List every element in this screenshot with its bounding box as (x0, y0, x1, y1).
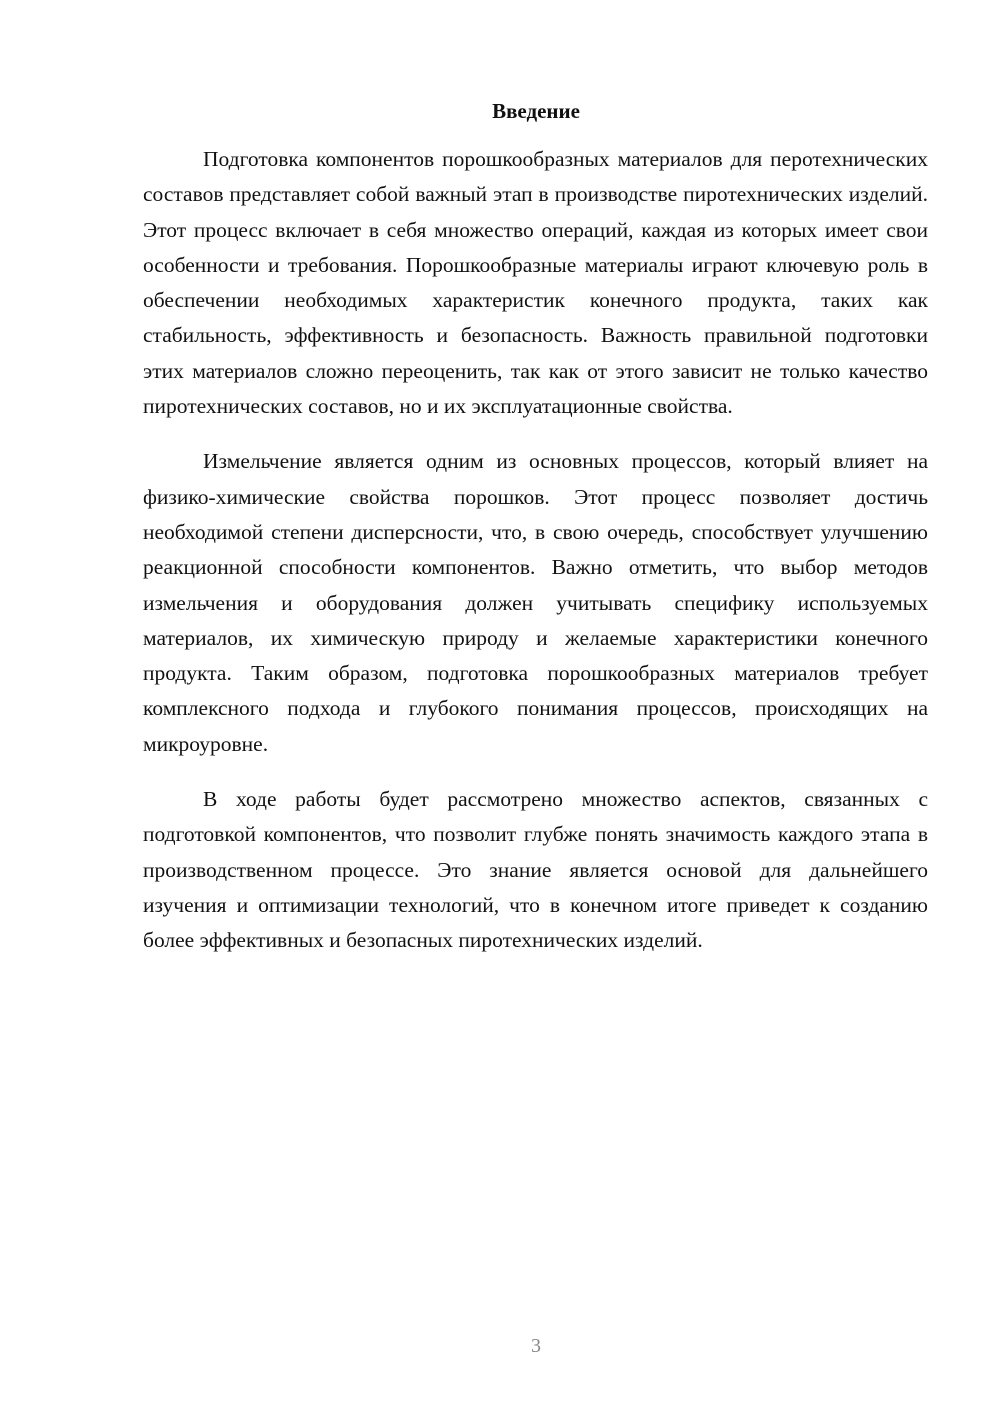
paragraph-2: Измельчение является одним из основных процессов, который влияет на физико-химические свойства порошков. Этот процесс позволяет достичь необходимой степени дисперсности, что, в свою очередь, способствует улучшению реакционной способности компонентов. Важно отметить, что выбор методов измельчения и оборудования должен учитывать специфику используемых материалов, их химическую природу и желаемые характеристики конечного продукта. Таким образом, подготовка порошкообразных материалов требует комплексного подхода и глубокого понимания процессов, происходящих на микроуровне. (143, 449, 928, 756)
page-title: Введение (492, 99, 580, 123)
paragraph-3: В ходе работы будет рассмотрено множество аспектов, связанных с подготовкой компонентов, что позволит глубже понять значимость каждого этапа в производственном процессе. Это знание является основой для дальнейшего изучения и оптимизации технологий, что в конечном итоге приведет к созданию более эффективных и безопасных пиротехнических изделий. (143, 787, 928, 953)
paragraph-1: Подготовка компонентов порошкообразных материалов для перотехнических составов представляет собой важный этап в производстве пиротехнических изделий. Этот процесс включает в себя множество операций, каждая из которых имеет свои особенности и требования. Порошкообразные материалы играют ключевую роль в обеспечении необходимых характеристик конечного продукта, таких как стабильность, эффективность и безопасность. Важность правильной подготовки этих материалов сложно переоценить, так как от этого зависит не только качество пиротехнических составов, но и их эксплуатационные свойства. (143, 147, 928, 419)
page-number: 3 (531, 1335, 541, 1357)
body-text (143, 142, 928, 979)
